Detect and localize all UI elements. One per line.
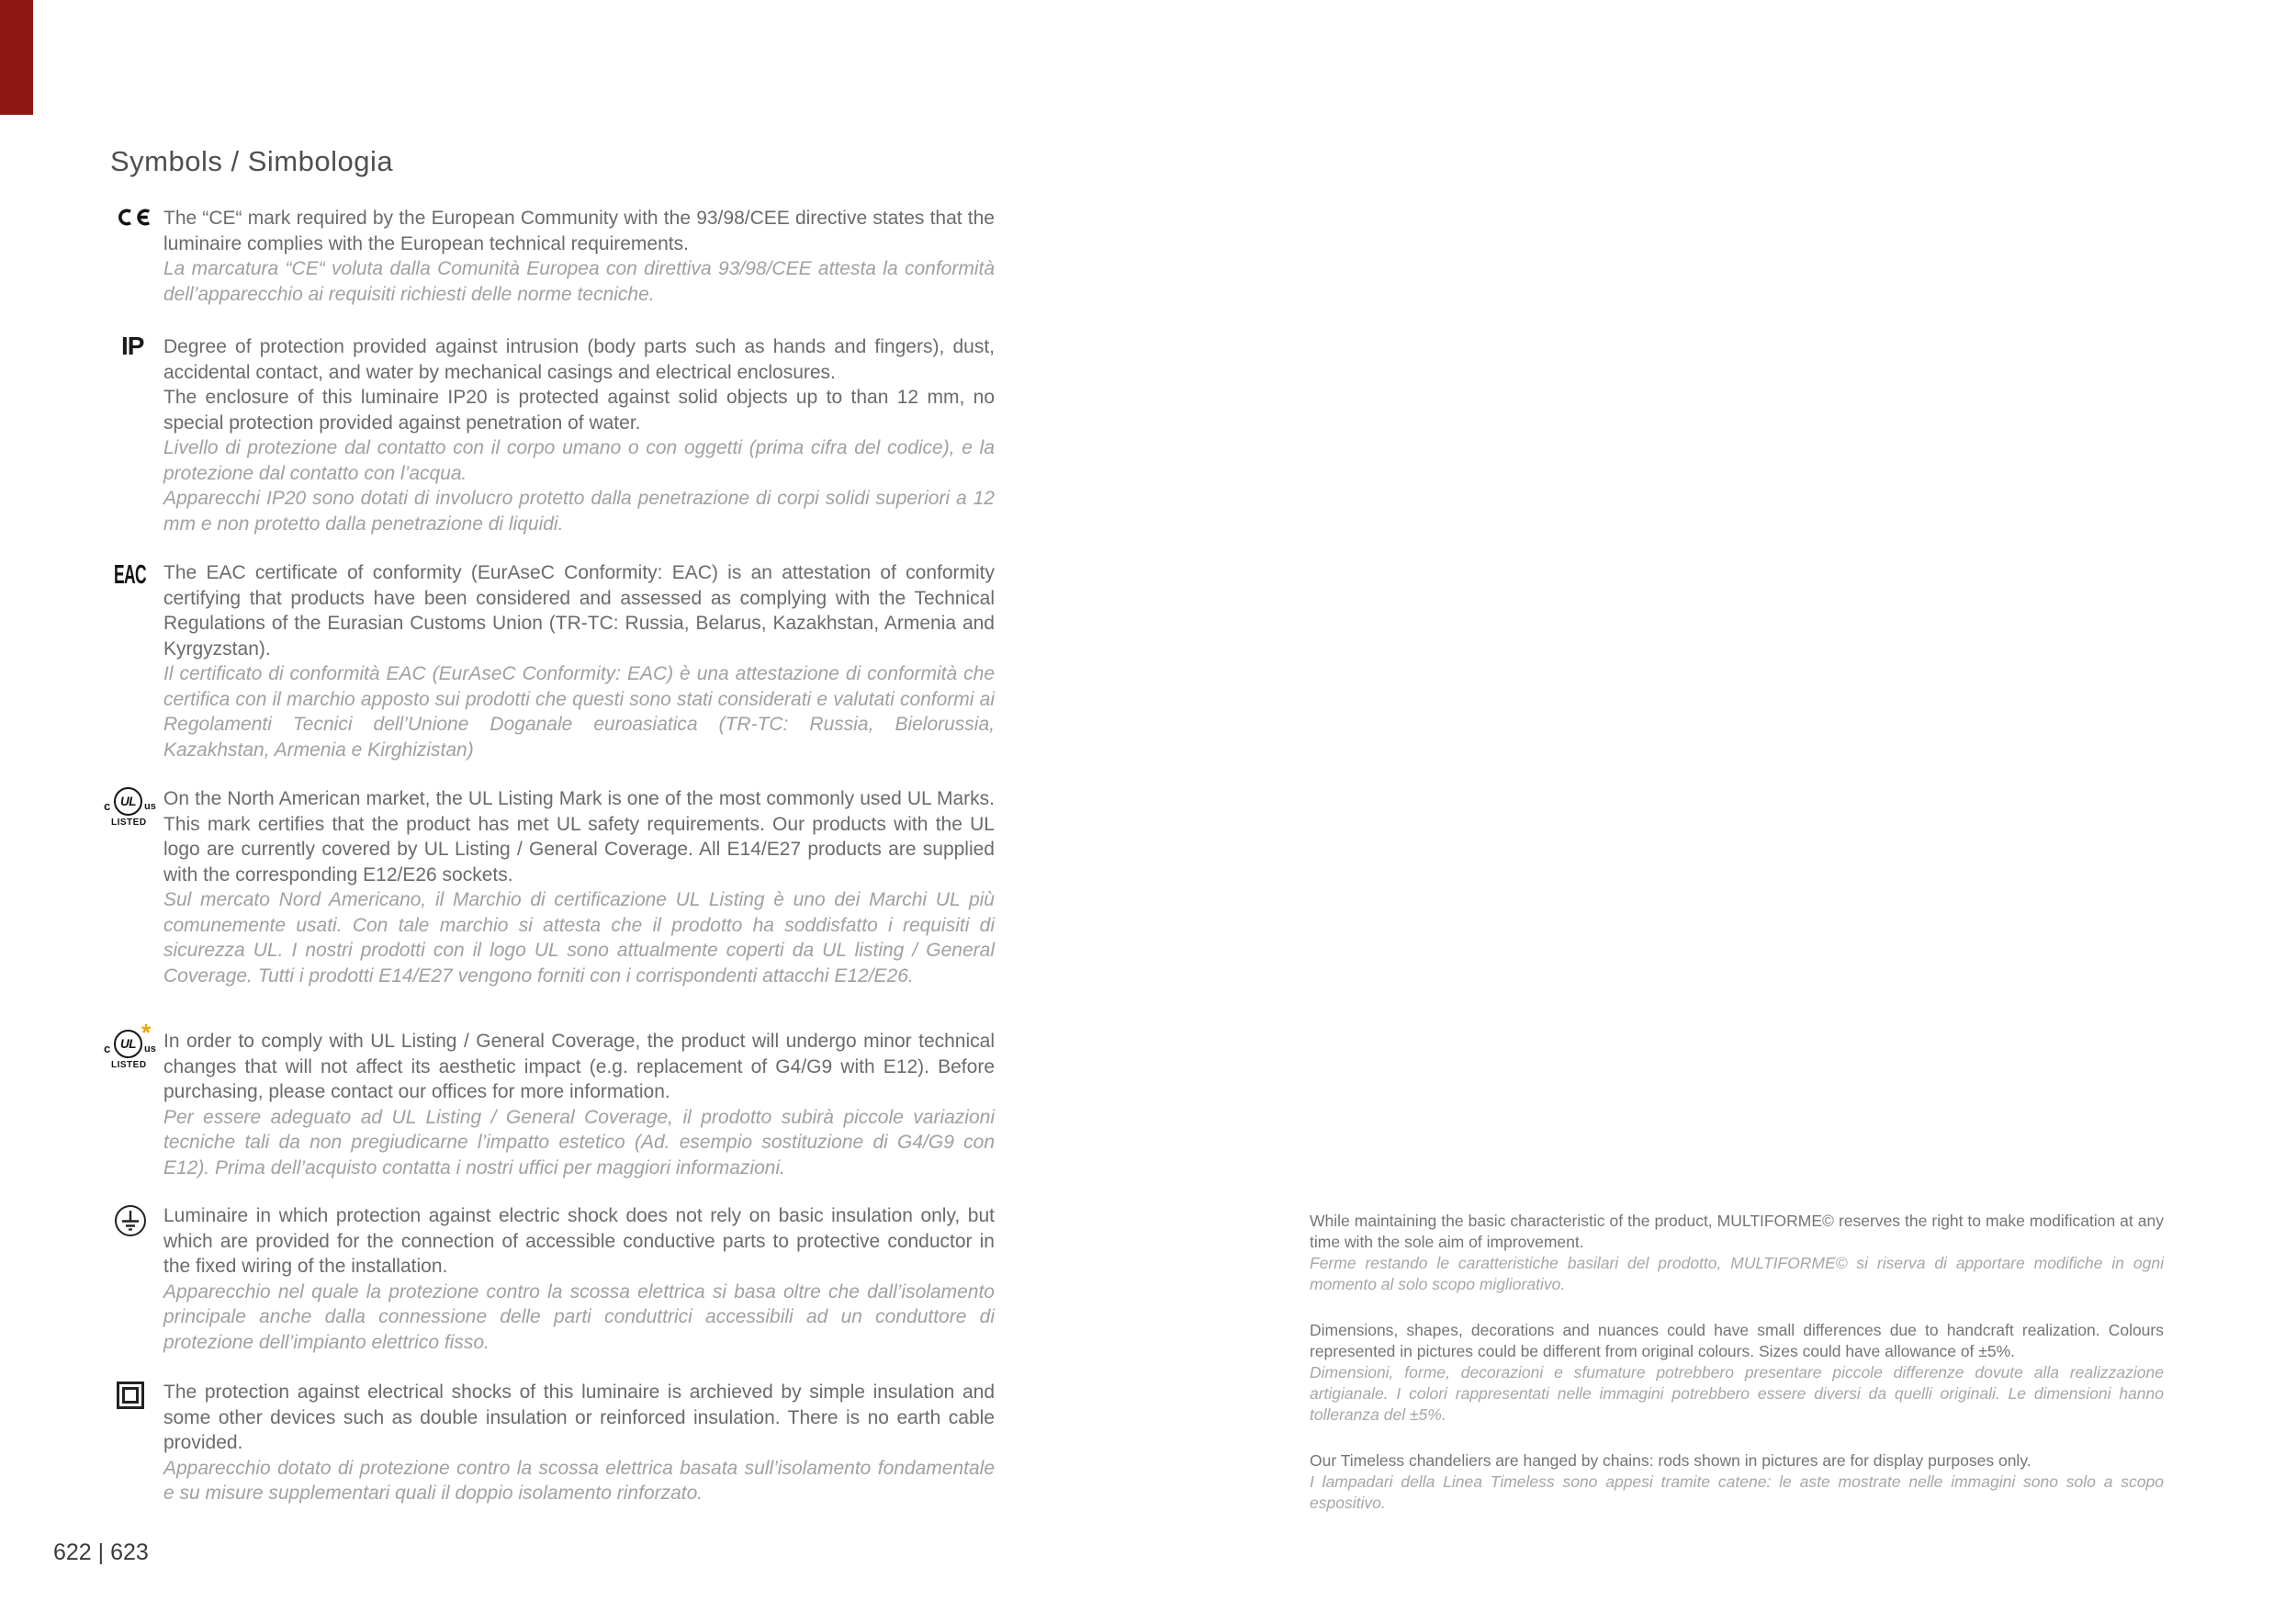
- ul-listed-label: LISTED: [111, 818, 147, 828]
- cULus-listed-star-icon: [103, 1019, 158, 1072]
- section-text-it: La marcatura “CE“ voluta dalla Comunità Europea con direttiva 93/98/CEE attesta la conformità dell’apparecchio ai requisiti richiesti delle norme tecniche.: [163, 258, 995, 305]
- note-text-it: Dimensioni, forme, decorazioni e sfumature potrebbero presentare piccole differenze dovute alla realizzazione artigianale. I colori rappresentati nelle immagini potrebbero essere diversi da quelli originali. Le dimensioni hanno tolleranza del ±5%.: [1310, 1363, 2164, 1424]
- note-text-it: I lampadari della Linea Timeless sono appesi tramite catene: le aste mostrate nelle immagini sono solo a scopo espositivo.: [1310, 1472, 2164, 1512]
- section-text-en: Degree of protection provided against intrusion (body parts such as hands and fingers), dust, accidental contact, and water by mechanical casings and electrical enclosures.: [163, 336, 995, 383]
- note-text-en: Our Timeless chandeliers are hanged by chains: rods shown in pictures are for display purposes only.: [1310, 1451, 2032, 1470]
- section-text-it: Apparecchio dotato di protezione contro la scossa elettrica basata sull’isolamento fondamentale e su misure supplementari quali il doppio isolamento rinforzato.: [163, 1457, 995, 1504]
- ul-label: UL: [120, 795, 136, 808]
- double-insulation-icon: [117, 1382, 144, 1409]
- note-text-en: Dimensions, shapes, decorations and nuances could have small differences due to handcraft realization. Colours represented in pictures could be different from original colours. Sizes could have allowance of ±5%.: [1310, 1321, 2164, 1360]
- section-text-en: Luminaire in which protection against electric shock does not rely on basic insulation only, but which are provided for the connection of accessible conductive parts to protective conductor in the fixed wiring of the installation.: [163, 1205, 995, 1277]
- note-text-it: Ferme restando le caratteristiche basilari del prodotto, MULTIFORME© si riserva di apportare modifiche in ogni momento al solo scopo migliorativo.: [1310, 1254, 2164, 1293]
- cULus-listed-icon: [103, 787, 158, 829]
- note-modifications: [1310, 1211, 2164, 1295]
- ul-label: UL: [120, 1037, 136, 1051]
- section-text-it: Per essere adeguato ad UL Listing / General Coverage, il prodotto subirà piccole variazioni tecniche tali da non pregiudicarne l’impatto estetico (Ad. esempio sostituzione di G4/G9 con E12). Prima dell’acquisto contatta i nostri uffici per maggiori informazioni.: [163, 1106, 995, 1179]
- section-text-it: Il certificato di conformità EAC (EurAseC Conformity: EAC) è una attestazione di conformità che certifica con il marchio apposto sui prodotti che questi sono stati considerati e valutati conformi ai Regolamenti Tecnici dell’Unione Doganale euroasiatica (TR-TC: Russia, Bielorussia, Kazakhstan, Armenia e Kirghizistan): [163, 663, 995, 761]
- ul-asterisk: *: [141, 1019, 152, 1046]
- symbol-section-eac: [114, 560, 995, 762]
- symbol-section-earth: [163, 1203, 995, 1355]
- page-title: Symbols / Simbologia: [110, 145, 394, 177]
- section-text-it: Apparecchio nel quale la protezione contro la scossa elettrica si basa oltre che dall’isolamento principale anche dalla connessione delle parti conduttrici accessibili ad un conduttore di protezione dell’impianto elettrico fisso.: [163, 1280, 995, 1353]
- ul-circle: [114, 1030, 142, 1058]
- section-text-en: The EAC certificate of conformity (EurAseC Conformity: EAC) is an attestation of conformity certifying that products have been considered and assessed as complying with the Technical Regulations of the Eurasian Customs Union (TR-TC: Russia, Belarus, Kazakhstan, Armenia and Kyrgyzstan).: [163, 562, 995, 660]
- symbol-section-ul-listed: [104, 786, 995, 988]
- section-text-en: In order to comply with UL Listing / General Coverage, the product will undergo minor technical changes that will not affect its aesthetic impact (e.g. replacement of G4/G9 with E12). Before purchasing, please contact our offices for more information.: [163, 1031, 995, 1102]
- section-text-en: The protection against electrical shocks of this luminaire is archieved by simple insulation and some other devices such as double insulation or reinforced insulation. There is no earth cable provided.: [163, 1382, 995, 1453]
- ul-us-label: us: [144, 1043, 156, 1054]
- section-text-en: The “CE“ mark required by the European Community with the 93/98/CEE directive states that the luminaire complies with the European technical requirements.: [163, 208, 995, 254]
- symbol-section-double-insulation: [163, 1380, 995, 1506]
- section-text-it: Apparecchi IP20 sono dotati di involucro protetto dalla penetrazione di corpi solidi superiori a 12 mm e non protetto dalla penetrazione di liquidi.: [163, 488, 995, 535]
- note-dimensions: [1310, 1320, 2164, 1426]
- ul-listed-label: LISTED: [111, 1060, 147, 1070]
- protective-earth-icon: [115, 1205, 146, 1236]
- note-text-en: While maintaining the basic characteristic of the product, MULTIFORME© reserves the right to make modification at any time with the sole aim of improvement.: [1310, 1212, 2164, 1251]
- symbol-section-ip: [121, 332, 995, 536]
- ul-us-label: us: [144, 801, 156, 812]
- inner-square: [122, 1387, 139, 1404]
- page-number: 622 | 623: [53, 1539, 149, 1565]
- section-text-en: The enclosure of this luminaire IP20 is protected against solid objects up to than 12 mm, no special protection provided against penetration of water.: [163, 387, 995, 434]
- symbol-section-ce: [163, 206, 995, 307]
- ul-circle: [114, 787, 142, 816]
- ip-rating-icon: IP: [121, 332, 144, 360]
- ce-mark-icon: [118, 209, 156, 231]
- eac-mark-icon: EAC: [114, 560, 146, 590]
- ul-c-label: c: [104, 799, 111, 813]
- note-chains: [1310, 1450, 2164, 1514]
- section-text-it: Livello di protezione dal contatto con il corpo umano o con oggetti (prima cifra del codice), e la protezione dal contatto con l’acqua.: [163, 437, 995, 484]
- legal-notes-column: [1310, 1211, 2164, 1539]
- red-accent-bar: [0, 0, 33, 115]
- ul-c-label: c: [104, 1042, 111, 1055]
- symbol-section-ul-listed-star: [104, 1019, 995, 1180]
- section-text-en: On the North American market, the UL Listing Mark is one of the most commonly used UL Marks. This mark certifies that the product has met UL safety requirements. Our products with the UL logo are currently covered by UL Listing / General Coverage. All E14/E27 products are supplied with the corresponding E12/E26 sockets.: [163, 788, 995, 885]
- section-text-it: Sul mercato Nord Americano, il Marchio di certificazione UL Listing è uno dei Marchi UL più comunemente usati. Con tale marchio si attesta che il prodotto ha soddisfatto i requisiti di sicurezza UL. I nostri prodotti con il logo UL sono attualmente coperti da UL listing / General Coverage. Tutti i prodotti E14/E27 vengono forniti con i corrispondenti attacchi E12/E26.: [163, 889, 995, 987]
